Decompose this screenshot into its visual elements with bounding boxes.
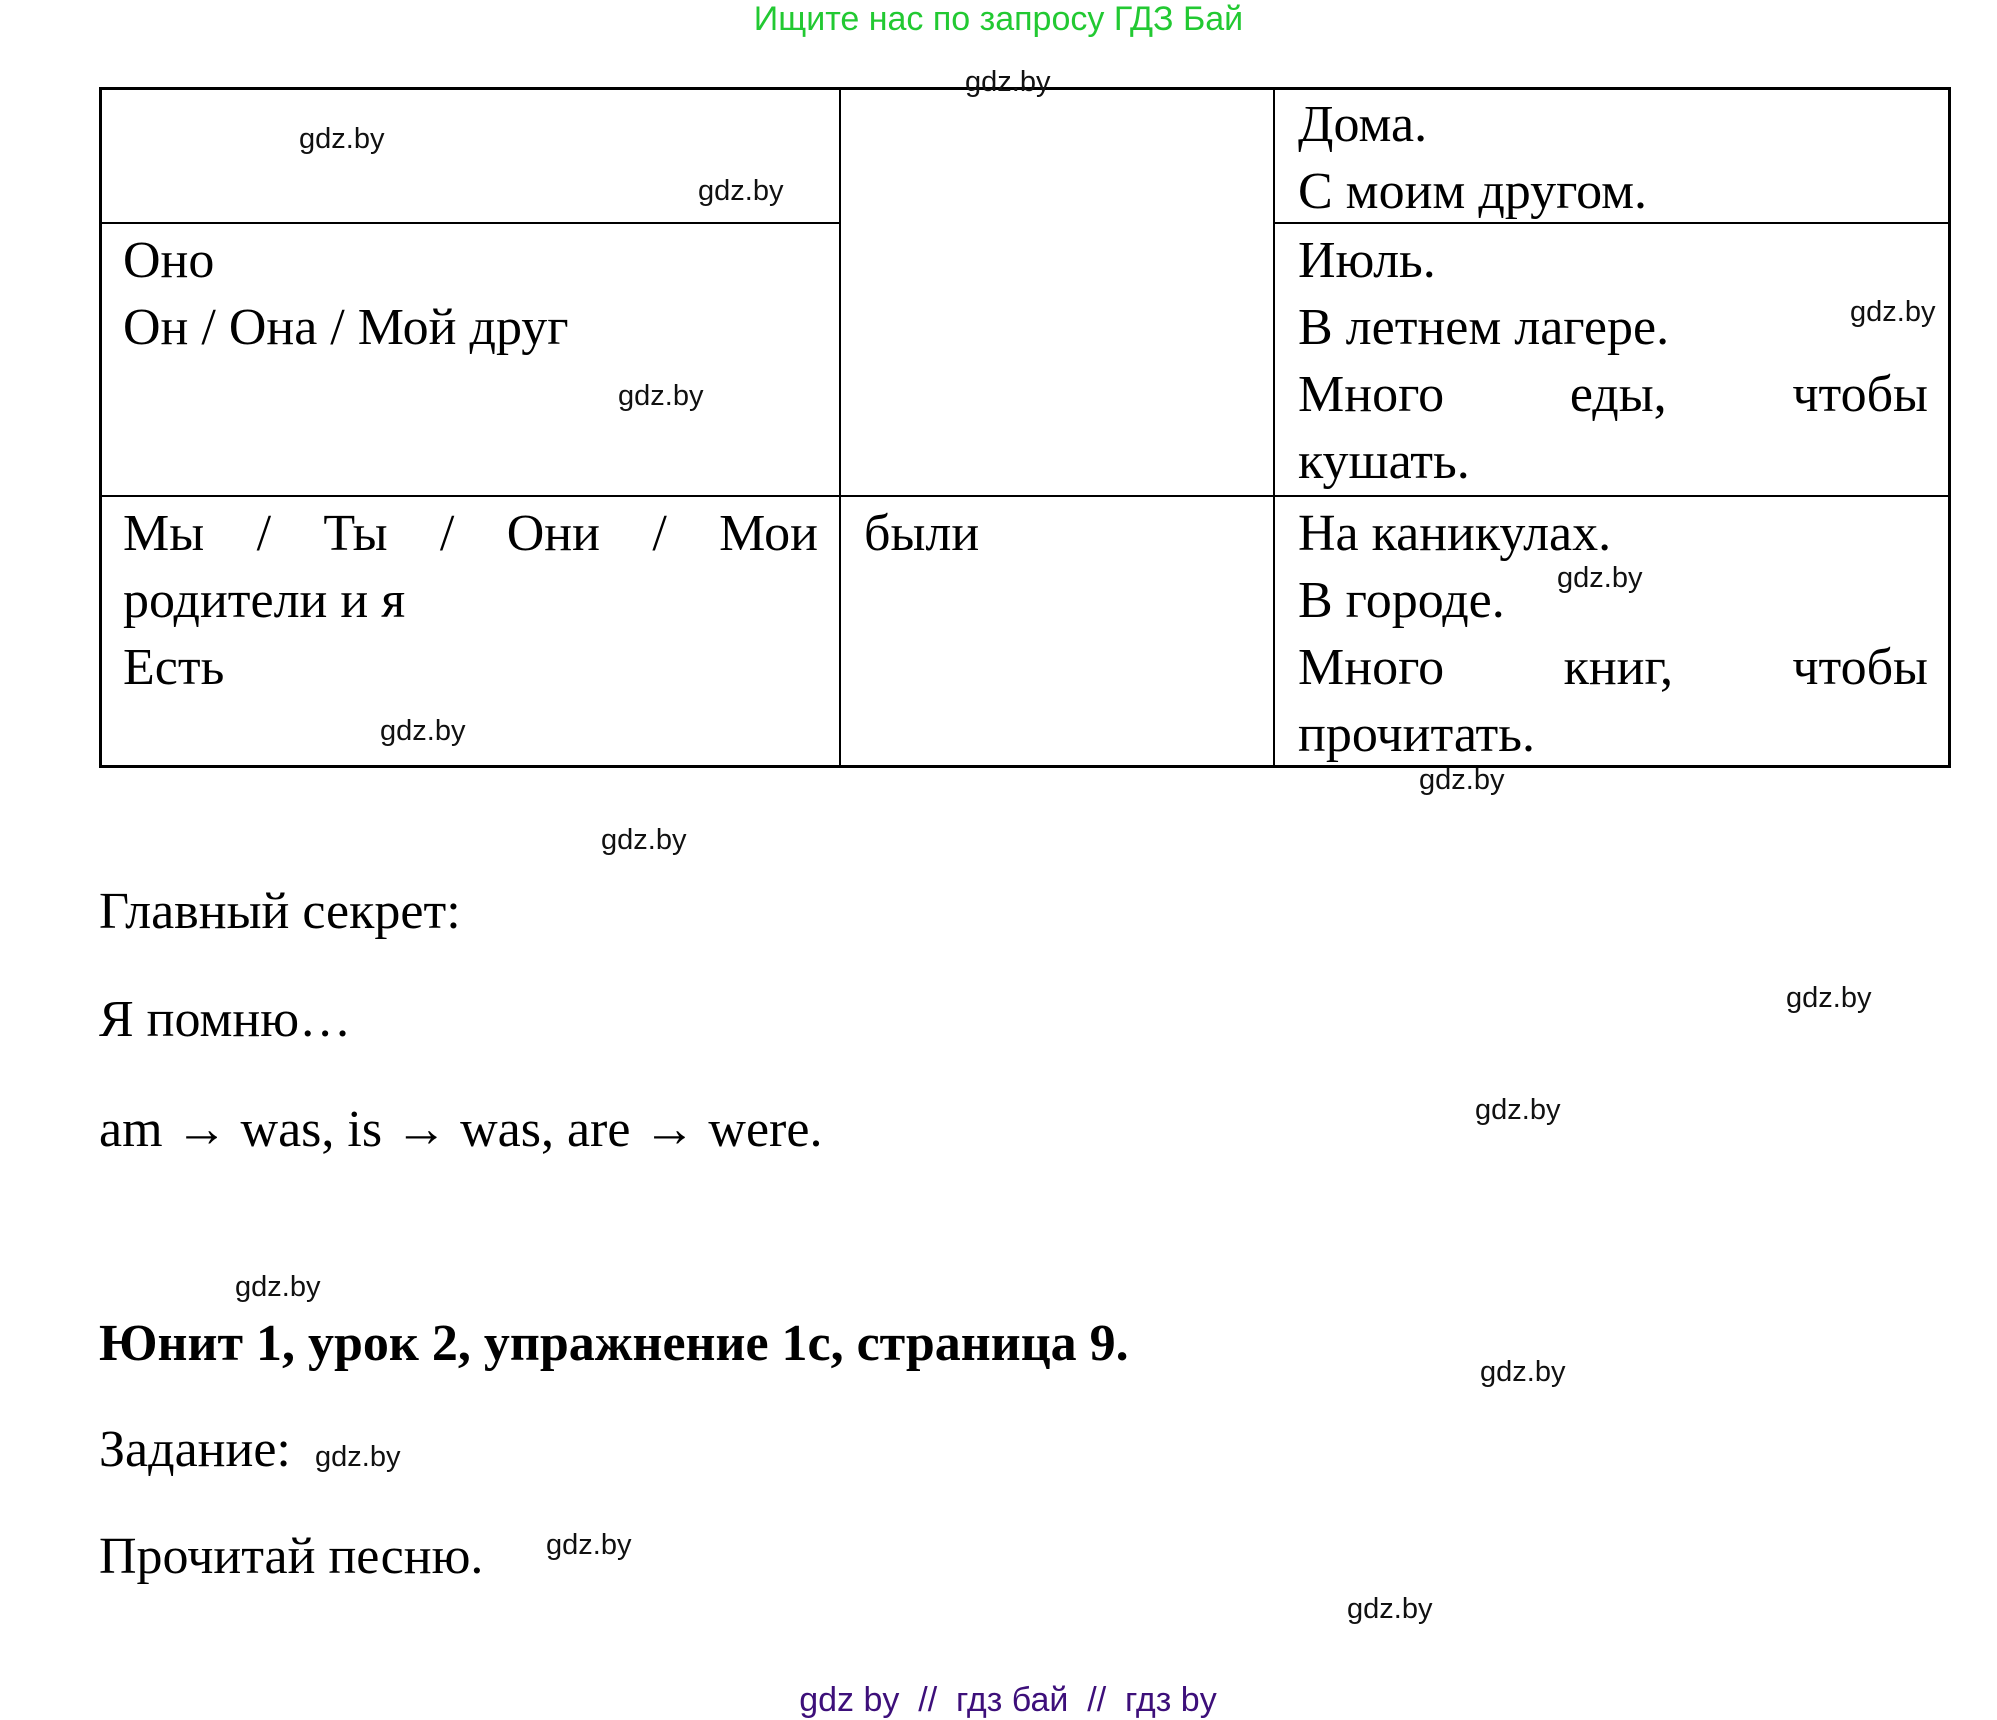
cell-line: На каникулах.: [1298, 505, 1612, 562]
cell-line: родители и я: [123, 572, 406, 629]
cell-r1-c3: [1298, 91, 1928, 225]
word: /: [652, 505, 667, 562]
remember-text: Я помню…: [99, 991, 352, 1048]
watermark: gdz.by: [698, 175, 784, 207]
word: чтобы: [1792, 639, 1928, 696]
cell-r2-c3: [1298, 227, 1928, 495]
word: Много: [1298, 639, 1445, 696]
watermark: gdz.by: [1786, 982, 1872, 1014]
word: книг,: [1563, 639, 1673, 696]
answer-table: [99, 87, 1951, 768]
secret-label: Главный секрет:: [99, 883, 461, 940]
cell-line-justified: [1298, 634, 1928, 701]
cell-line: В городе.: [1298, 572, 1505, 629]
watermark: gdz.by: [1850, 296, 1936, 328]
watermark: gdz.by: [235, 1271, 321, 1303]
cell-r3-c2: [864, 500, 1254, 567]
footer-links: [0, 1640, 1997, 1720]
column-divider-1: [839, 87, 841, 768]
word: /: [256, 505, 272, 562]
word: Много: [1298, 366, 1445, 423]
cell-r2-c1: [123, 227, 818, 361]
banner-text: Ищите нас по запросу ГДЗ Бай: [753, 0, 1244, 38]
watermark: gdz.by: [965, 66, 1051, 98]
word: Мои: [719, 505, 818, 562]
task-label: Задание:: [99, 1421, 291, 1478]
cell-line: кушать.: [1298, 433, 1470, 490]
row-divider-1-col1: [99, 222, 840, 224]
word: чтобы: [1792, 366, 1928, 423]
watermark: gdz.by: [299, 123, 385, 155]
cell-line: Есть: [123, 639, 225, 696]
cell-line: Оно: [123, 232, 215, 289]
word: /: [439, 505, 455, 562]
footer-text: gdz by // гдз бай // гдз by: [799, 1681, 1217, 1719]
cell-line: прочитать.: [1298, 706, 1535, 763]
cell-line: Дома.: [1298, 96, 1428, 153]
row-divider-2: [99, 495, 1951, 497]
cell-line-justified: [123, 500, 818, 567]
cell-line: были: [864, 505, 980, 562]
watermark: gdz.by: [380, 715, 466, 747]
cell-r3-c1: [123, 500, 818, 701]
table-border-right: [1948, 87, 1951, 768]
watermark: gdz.by: [1347, 1593, 1433, 1625]
exercise-heading: Юнит 1, урок 2, упражнение 1c, страница 9.: [99, 1315, 1129, 1372]
cell-line: В летнем лагере.: [1298, 299, 1670, 356]
cell-line: Он / Она / Мой друг: [123, 299, 569, 356]
cell-line: Июль.: [1298, 232, 1436, 289]
word: Ты: [323, 505, 388, 562]
watermark: gdz.by: [601, 824, 687, 856]
word: Мы: [123, 505, 205, 562]
column-divider-2: [1273, 87, 1275, 768]
watermark: gdz.by: [546, 1529, 632, 1561]
task-text: Прочитай песню.: [99, 1528, 484, 1585]
watermark: gdz.by: [1475, 1094, 1561, 1126]
watermark: gdz.by: [618, 380, 704, 412]
watermark: gdz.by: [1480, 1356, 1566, 1388]
word: Они: [506, 505, 600, 562]
rule-text: am → was, is → was, are → were.: [99, 1101, 823, 1158]
cell-line-justified: [1298, 361, 1928, 428]
cell-r3-c3: [1298, 500, 1928, 768]
watermark: gdz.by: [315, 1441, 401, 1473]
cell-line: С моим другом.: [1298, 163, 1648, 220]
table-border-left: [99, 87, 102, 768]
watermark: gdz.by: [1419, 764, 1505, 796]
watermark: gdz.by: [1557, 562, 1643, 594]
word: еды,: [1569, 366, 1667, 423]
search-banner: [0, 0, 1997, 38]
